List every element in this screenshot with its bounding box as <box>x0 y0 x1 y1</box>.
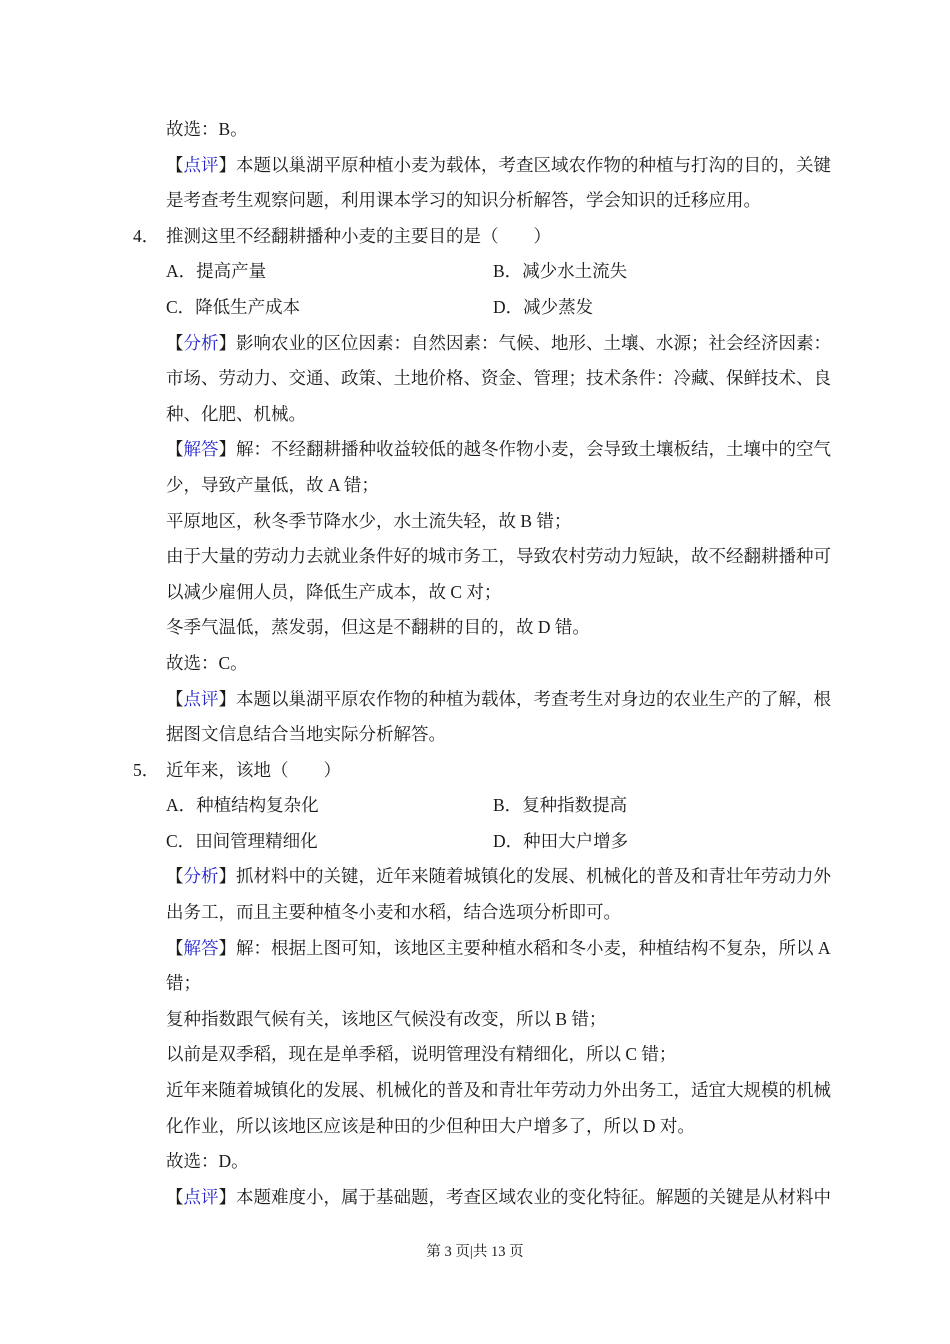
labeled-line <box>133 1180 853 1216</box>
text-line <box>133 1037 853 1073</box>
text-line <box>133 1144 853 1180</box>
line-text: 解：根据上图可知，该地区主要种植水稻和冬小麦，种植结构不复杂，所以 A <box>236 937 831 958</box>
question-text: 推测这里不经翻耕播种小麦的主要目的是（ ） <box>166 225 551 246</box>
option-right <box>493 788 853 824</box>
option-left <box>166 254 493 290</box>
text-line <box>133 504 853 540</box>
section-label <box>166 439 236 459</box>
option-text: 田间管理精细化 <box>195 830 318 851</box>
line-text: 市场、劳动力、交通、政策、土地价格、资金、管理；技术条件：冷藏、保鲜技术、良 <box>166 368 831 389</box>
bracket-open: 【 <box>166 439 184 460</box>
section-label-text: 分析 <box>183 332 219 353</box>
option-text: 降低生产成本 <box>195 296 301 317</box>
bracket-close: 】 <box>218 937 236 958</box>
question-line <box>133 753 853 789</box>
labeled-line <box>133 682 853 718</box>
option-left <box>166 824 493 860</box>
bracket-close: 】 <box>218 1186 236 1207</box>
text-line <box>133 717 853 753</box>
section-label <box>166 155 236 175</box>
bracket-open: 【 <box>166 866 184 887</box>
option-right <box>493 254 853 290</box>
option-key: C． <box>166 296 196 317</box>
section-label <box>166 333 236 353</box>
line-text: 种、化肥、机械。 <box>166 403 306 424</box>
bracket-close: 】 <box>218 688 236 709</box>
option-key: D． <box>493 296 524 317</box>
bracket-close: 】 <box>218 439 236 460</box>
option-left <box>166 290 493 326</box>
text-line <box>133 1109 853 1145</box>
option-text: 提高产量 <box>196 261 267 282</box>
option-right <box>493 824 853 860</box>
text-line <box>133 468 853 504</box>
text-line <box>133 646 853 682</box>
line-text: 近年来随着城镇化的发展、机械化的普及和青壮年劳动力外出务工，适宜大规模的机械 <box>166 1080 831 1101</box>
line-text: 影响农业的区位因素：自然因素：气候、地形、土壤、水源；社会经济因素： <box>236 332 831 353</box>
page-footer <box>0 1242 950 1262</box>
line-text: 平原地区，秋冬季节降水少，水土流失轻，故 B 错； <box>166 510 572 531</box>
labeled-line <box>133 931 853 967</box>
line-text: 故选：C。 <box>166 652 248 673</box>
option-text: 复种指数提高 <box>522 795 628 816</box>
bracket-open: 【 <box>166 688 184 709</box>
options-row <box>133 788 853 824</box>
labeled-line <box>133 148 853 184</box>
question-number: 4． <box>133 225 160 246</box>
line-text: 据图文信息结合当地实际分析解答。 <box>166 724 446 745</box>
text-line <box>133 610 853 646</box>
bracket-open: 【 <box>166 937 184 958</box>
section-label-text: 分析 <box>183 866 219 887</box>
bracket-open: 【 <box>166 154 184 175</box>
section-label-text: 解答 <box>183 439 219 460</box>
option-right <box>493 290 853 326</box>
text-line <box>133 1073 853 1109</box>
section-label-text: 点评 <box>183 154 219 175</box>
option-text: 种田大户增多 <box>523 830 629 851</box>
section-label <box>166 938 236 958</box>
line-text: 本题以巢湖平原农作物的种植为载体，考查考生对身边的农业生产的了解，根 <box>236 688 831 709</box>
document-content <box>133 112 853 1215</box>
labeled-line <box>133 859 853 895</box>
line-text: 故选：B。 <box>166 119 248 139</box>
text-line <box>133 539 853 575</box>
section-label-text: 解答 <box>183 937 219 958</box>
option-key: C． <box>166 830 196 851</box>
line-text: 解：不经翻耕播种收益较低的越冬作物小麦，会导致土壤板结，土壤中的空气 <box>236 439 831 460</box>
line-text: 以减少雇佣人员，降低生产成本，故 C 对； <box>166 581 502 602</box>
bracket-close: 】 <box>218 332 236 353</box>
line-text: 由于大量的劳动力去就业条件好的城市务工，导致农村劳动力短缺，故不经翻耕播种可 <box>166 546 831 567</box>
option-key: B． <box>493 795 523 816</box>
text-line <box>133 183 853 219</box>
line-text: 冬季气温低，蒸发弱，但这是不翻耕的目的，故 D 错。 <box>166 617 590 638</box>
section-label <box>166 866 236 886</box>
text-line <box>133 112 853 148</box>
line-text: 错； <box>166 973 201 994</box>
bracket-close: 】 <box>218 154 236 175</box>
line-text: 复种指数跟气候有关，该地区气候没有改变，所以 B 错； <box>166 1008 607 1029</box>
section-label-text: 点评 <box>183 1186 219 1207</box>
bracket-open: 【 <box>166 332 184 353</box>
option-left <box>166 788 493 824</box>
option-key: A． <box>166 795 197 816</box>
line-text: 化作业，所以该地区应该是种田的少但种田大户增多了，所以 D 对。 <box>166 1115 695 1136</box>
option-key: B． <box>493 261 523 282</box>
section-label <box>166 689 236 709</box>
text-line <box>133 895 853 931</box>
line-text: 出务工，而且主要种植冬小麦和水稻，结合选项分析即可。 <box>166 902 621 923</box>
labeled-line <box>133 326 853 362</box>
option-key: A． <box>166 261 197 282</box>
options-row <box>133 254 853 290</box>
section-label <box>166 1187 236 1207</box>
bracket-close: 】 <box>218 866 236 887</box>
line-text: 故选：D。 <box>166 1151 249 1172</box>
options-row <box>133 824 853 860</box>
options-row <box>133 290 853 326</box>
bracket-open: 【 <box>166 1186 184 1207</box>
question-text: 近年来，该地（ ） <box>166 759 341 780</box>
line-text: 是考查考生观察问题，利用课本学习的知识分析解答，学会知识的迁移应用。 <box>166 190 761 211</box>
labeled-line <box>133 432 853 468</box>
line-text: 以前是双季稻，现在是单季稻，说明管理没有精细化，所以 C 错； <box>166 1044 677 1065</box>
option-key: D． <box>493 830 524 851</box>
line-text: 少，导致产量低，故 A 错； <box>166 474 379 495</box>
section-label-text: 点评 <box>183 688 219 709</box>
text-line <box>133 397 853 433</box>
question-line <box>133 219 853 255</box>
text-line <box>133 575 853 611</box>
question-number: 5． <box>133 759 160 780</box>
page-number-text: 第 3 页|共 13 页 <box>426 1244 524 1260</box>
line-text: 本题以巢湖平原种植小麦为载体，考查区域农作物的种植与打沟的目的，关键 <box>236 154 831 175</box>
text-line <box>133 966 853 1002</box>
text-line <box>133 1002 853 1038</box>
option-text: 种植结构复杂化 <box>196 795 319 816</box>
option-text: 减少水土流失 <box>522 261 628 282</box>
text-line <box>133 361 853 397</box>
line-text: 抓材料中的关键，近年来随着城镇化的发展、机械化的普及和青壮年劳动力外 <box>236 866 831 887</box>
option-text: 减少蒸发 <box>523 296 594 317</box>
line-text: 本题难度小，属于基础题，考查区域农业的变化特征。解题的关键是从材料中 <box>236 1186 831 1207</box>
